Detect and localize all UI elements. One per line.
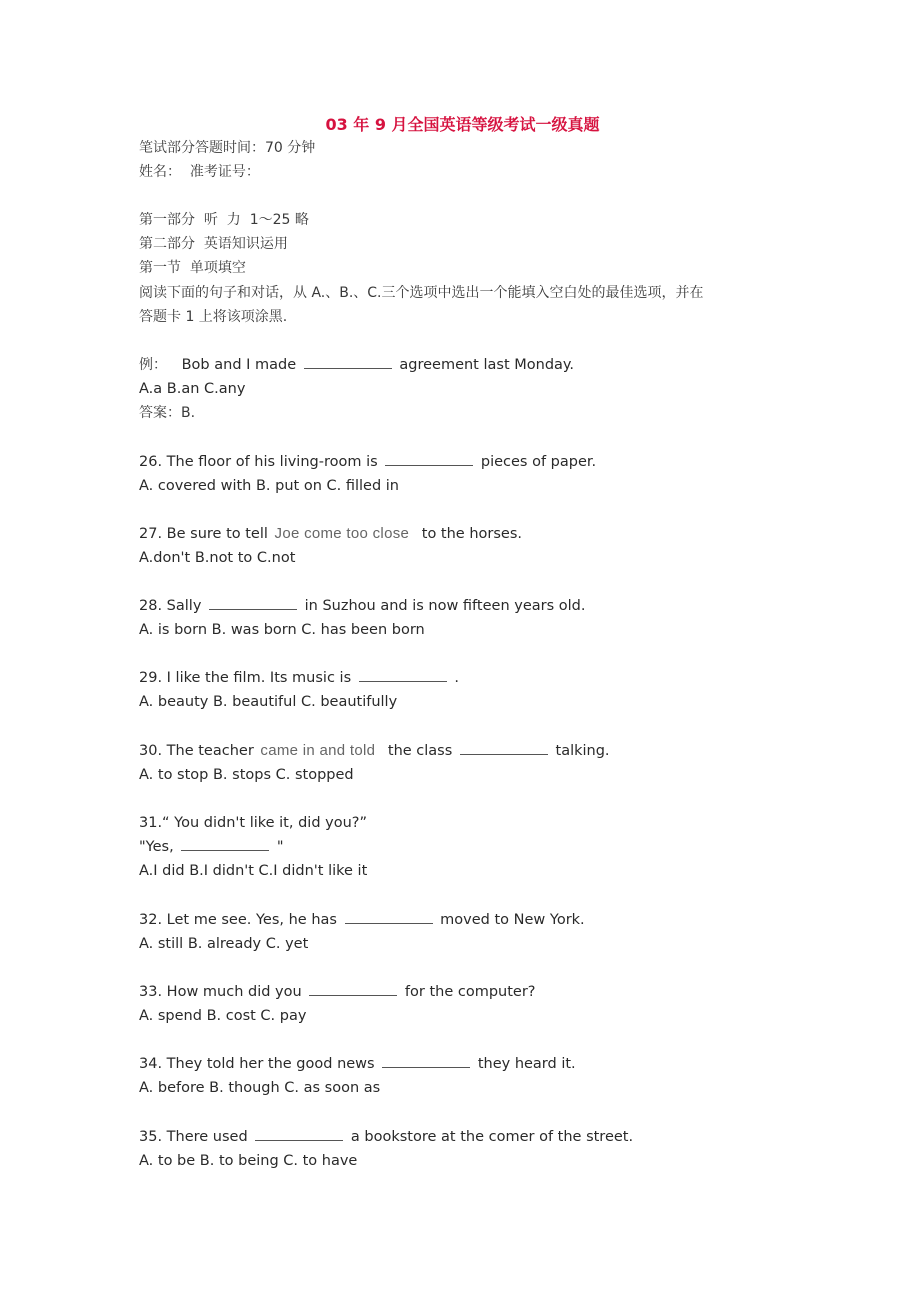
question-text-after: . <box>454 670 459 686</box>
question-27 <box>139 522 522 546</box>
question-30 <box>139 739 610 763</box>
question-31-line-2 <box>139 835 284 859</box>
question-32-options: A. still B. already C. yet <box>139 936 309 952</box>
instructions-line-1: 阅读下面的句子和对话，从 A.、B.、C.三个选项中选出一个能填入空白处的最佳选项，并在 <box>139 285 704 301</box>
question-33 <box>139 980 535 1004</box>
page-title <box>0 113 920 137</box>
part1-heading: 第一部分 听 力 1～25 略 <box>139 212 309 228</box>
question-text: 30. The teacher <box>139 743 254 759</box>
example-answer: 答案：B. <box>139 405 196 421</box>
question-text-after: pieces of paper. <box>480 454 597 470</box>
example-text-before: Bob and I made <box>181 357 297 373</box>
question-35-options: A. to be B. to being C. to have <box>139 1153 358 1169</box>
answer-blank <box>181 836 269 851</box>
question-text: 27. Be sure to tell <box>139 526 268 542</box>
example-options: A.a B.an C.any <box>139 381 246 397</box>
question-26 <box>139 450 596 474</box>
example-text-after: agreement last Monday. <box>399 357 575 373</box>
answer-blank <box>304 354 392 369</box>
question-29-options: A. beauty B. beautiful C. beautifully <box>139 694 398 710</box>
question-text-after: " <box>276 839 284 855</box>
question-text-after: moved to New York. <box>440 912 585 928</box>
answer-blank <box>382 1053 470 1068</box>
example-question <box>139 353 574 377</box>
exam-time: 笔试部分答题时间：70 分钟 <box>139 140 316 156</box>
question-34-options: A. before B. though C. as soon as <box>139 1080 381 1096</box>
question-text-after: they heard it. <box>477 1056 576 1072</box>
question-text: 35. There used <box>139 1129 248 1145</box>
question-text-after: to the horses. <box>421 526 522 542</box>
question-28-options: A. is born B. was born C. has been born <box>139 622 425 638</box>
question-33-options: A. spend B. cost C. pay <box>139 1008 307 1024</box>
question-light-text: came in and told <box>260 742 376 759</box>
example-label: 例： <box>139 357 167 373</box>
question-text: "Yes, <box>139 839 174 855</box>
question-text: 34. They told her the good news <box>139 1056 375 1072</box>
question-text-after: in Suzhou and is now fifteen years old. <box>304 598 586 614</box>
answer-blank <box>309 981 397 996</box>
question-text: 29. I like the film. Its music is <box>139 670 352 686</box>
part2-heading: 第二部分 英语知识运用 <box>139 236 288 252</box>
answer-blank <box>209 595 297 610</box>
question-text-after: for the computer? <box>404 984 536 1000</box>
question-text: 33. How much did you <box>139 984 302 1000</box>
question-text-after: talking. <box>555 743 610 759</box>
question-text-after: a bookstore at the comer of the street. <box>350 1129 634 1145</box>
section1-heading: 第一节 单项填空 <box>139 260 246 276</box>
answer-blank <box>359 667 447 682</box>
page-title-text: 03 年 9 月全国英语等级考试一级真题 <box>325 115 600 134</box>
question-text: 28. Sally <box>139 598 202 614</box>
question-text: 26. The floor of his living-room is <box>139 454 378 470</box>
question-26-options: A. covered with B. put on C. filled in <box>139 478 399 494</box>
question-30-options: A. to stop B. stops C. stopped <box>139 767 354 783</box>
answer-blank <box>255 1126 343 1141</box>
question-light-text: Joe come too close <box>274 525 410 542</box>
question-34 <box>139 1052 576 1076</box>
question-text: 32. Let me see. Yes, he has <box>139 912 337 928</box>
question-27-options: A.don't B.not to C.not <box>139 550 296 566</box>
answer-blank <box>385 451 473 466</box>
question-35 <box>139 1125 633 1149</box>
answer-blank <box>345 909 433 924</box>
question-text-mid: the class <box>387 743 453 759</box>
question-32 <box>139 908 585 932</box>
name-id-line: 姓名： 准考证号： <box>139 164 260 180</box>
instructions-line-2: 答题卡 1 上将该项涂黑. <box>139 309 288 325</box>
question-29 <box>139 666 459 690</box>
question-28 <box>139 594 585 618</box>
answer-blank <box>460 740 548 755</box>
question-31-options: A.I did B.I didn't C.I didn't like it <box>139 863 368 879</box>
question-31: 31.“ You didn't like it, did you?” <box>139 815 367 831</box>
